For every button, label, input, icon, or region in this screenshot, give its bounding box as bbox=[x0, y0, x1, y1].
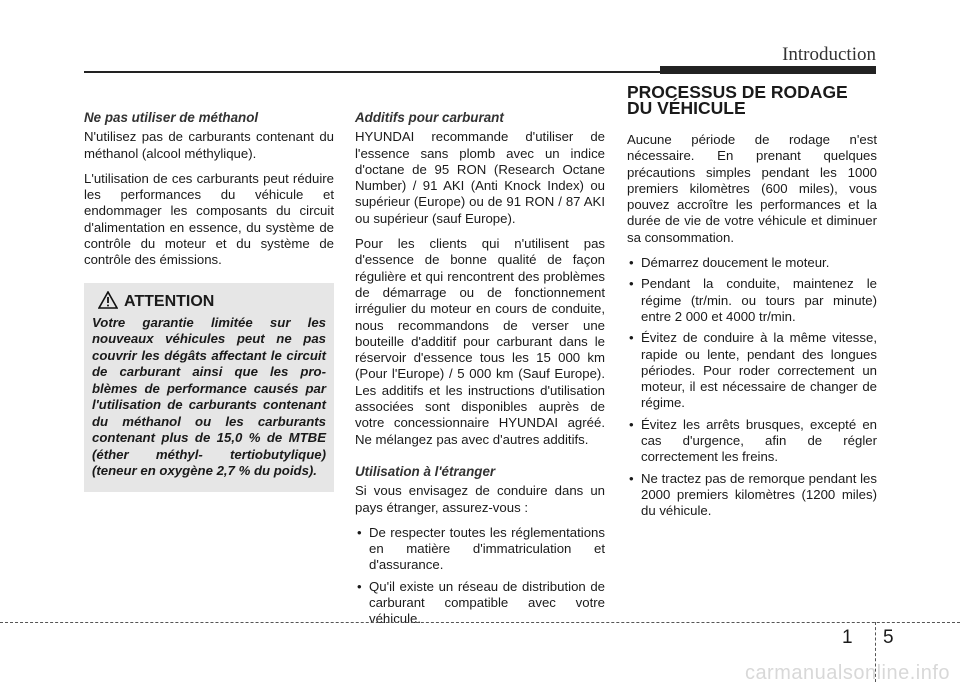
chapter-number: 1 bbox=[842, 627, 853, 648]
paragraph: Si vous envisagez de conduire dans un pays étranger, assurez-vous : bbox=[355, 483, 605, 515]
paragraph: Pour les clients qui n'utilisent pas d'essence de bonne qualité de façon régulière et qui rencontrent des problèmes de démarrage ou de fonctionnement irrégulier du moteur en cours de conduite, nous recommandons de verser une bouteille d'additif pour carburant dans le réservoir d'essence tous les 15 000 km (Pour l'Europe) / 5 000 km (Sauf Europe). Les additifs et les instructions d'utilisation associées sont disponibles auprès de votre concessionnaire HYUNDAI agréé. Ne mélangez pas avec d'autres additifs. bbox=[355, 236, 605, 447]
bullet-list bbox=[355, 525, 605, 628]
list-item: • Évitez les arrêts brusques, excepté en cas d'urgence, afin de régler correctement les freins. bbox=[629, 416, 877, 465]
paragraph: N'utilisez pas de carburants contenant du méthanol (alcool méthylique). bbox=[84, 129, 334, 161]
column-1 bbox=[84, 110, 334, 492]
list-item: • Démarrez doucement le moteur. bbox=[629, 255, 830, 271]
header-rule-thin bbox=[84, 71, 664, 73]
paragraph: HYUNDAI recommande d'utiliser de l'essence sans plomb avec un indice d'octane de 95 RON (Research Octane Number) / 91 AKI (Anti Knock Index) ou supérieur (Europe) ou de 91 RON / 87 AKI ou supérieur (sauf Europe). bbox=[355, 129, 605, 226]
section-heading-abroad: Utilisation à l'étranger bbox=[355, 463, 496, 479]
footer-rule bbox=[0, 622, 960, 623]
attention-title: ATTENTION bbox=[124, 292, 215, 310]
column-3 bbox=[627, 82, 877, 526]
list-item: • Pendant la conduite, maintenez le régime (tr/min. ou tours par minute) entre 2 000 et 4000 tr/min. bbox=[629, 276, 877, 324]
section-heading-additives: Additifs pour carburant bbox=[355, 110, 504, 125]
list-item: • De respecter toutes les réglementations en matière d'immatriculation et d'assurance. bbox=[357, 524, 605, 573]
section-title-break-in: PROCESSUS DE RODAGE DU VÉHICULE bbox=[627, 82, 848, 118]
attention-body: Votre garantie limitée sur les nouveaux véhicules peut ne pas couvrir les dégâts affectant le circuit de carburant ainsi que les pro- blèmes de performance causés par l'utilisation de carburants contenant du méthanol ou les carburants contenant plus de 15,0 % de MTBE (éther méthyl- tertiobutylique) (teneur en oxygène 2,7 % du poids). bbox=[92, 314, 326, 479]
section-heading-methanol: Ne pas utiliser de méthanol bbox=[84, 110, 259, 125]
page-header-title: Introduction bbox=[782, 44, 876, 65]
page-number: 5 bbox=[883, 627, 894, 648]
column-2 bbox=[355, 110, 605, 634]
watermark: carmanualsonline.info bbox=[744, 662, 950, 684]
attention-header bbox=[92, 291, 326, 313]
bullet-list bbox=[627, 255, 877, 519]
list-item: • Ne tractez pas de remorque pendant les 2000 premiers kilomètres (1200 miles) du véhicule. bbox=[629, 470, 877, 519]
attention-box bbox=[84, 283, 334, 492]
paragraph: Aucune période de rodage n'est nécessaire. En prenant quelques précautions simples pendant les 1000 premiers kilomètres (600 miles), vous pouvez accroître les performances et la durée de vie de votre véhicule et diminuer sa consommation. bbox=[627, 132, 877, 245]
paragraph: L'utilisation de ces carburants peut réduire les performances du véhicule et endommager les composants du circuit d'alimentation en essence, du système de contrôle du moteur et du système de contrôle des émissions. bbox=[84, 170, 334, 268]
list-item: • Évitez de conduire à la même vitesse, rapide ou lente, pendant des longues périodes. Pour roder correctement un moteur, il est nécessaire de changer de régime. bbox=[629, 330, 877, 411]
list-item: • Qu'il existe un réseau de distribution de carburant compatible avec votre véhicule. bbox=[357, 578, 605, 627]
header-rule-thick bbox=[660, 66, 876, 74]
warning-triangle-icon bbox=[98, 291, 118, 313]
